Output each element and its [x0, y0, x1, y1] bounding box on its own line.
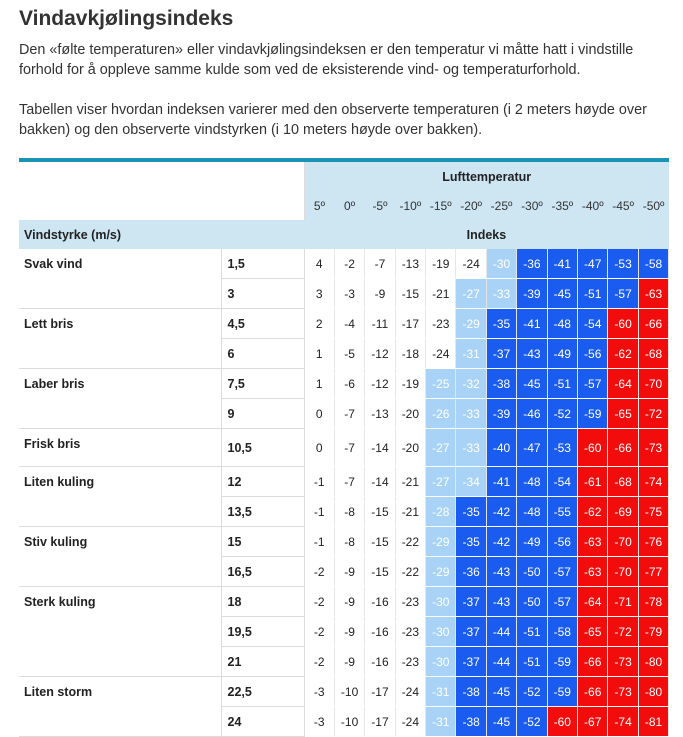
wind-chill-index-cell: -29: [426, 527, 456, 557]
table-row: [19, 249, 669, 279]
wind-chill-index-cell: -13: [365, 399, 395, 429]
wind-chill-index-cell: -80: [638, 677, 669, 707]
wind-speed-value: 24: [221, 707, 304, 737]
wind-chill-index-cell: -72: [638, 399, 669, 429]
wind-chill-index-cell: -43: [486, 587, 516, 617]
wind-chill-index-cell: -60: [547, 707, 577, 737]
wind-chill-index-cell: -60: [608, 309, 638, 339]
wind-chill-index-cell: -50: [517, 587, 547, 617]
wind-category-label: Stiv kuling: [19, 527, 221, 587]
table-row: [19, 309, 669, 339]
wind-chill-index-cell: -40: [486, 429, 516, 467]
wind-chill-index-cell: -46: [517, 399, 547, 429]
wind-chill-index-cell: -76: [638, 527, 669, 557]
temperature-column-header: -5º: [365, 191, 395, 220]
wind-chill-index-cell: -64: [578, 587, 608, 617]
air-temperature-header: Lufttemperatur: [304, 162, 669, 191]
wind-chill-index-cell: -1: [304, 527, 334, 557]
temperature-column-header: -40º: [578, 191, 608, 220]
wind-chill-index-cell: -66: [578, 677, 608, 707]
wind-chill-index-cell: -17: [365, 677, 395, 707]
wind-chill-index-cell: -23: [395, 647, 425, 677]
wind-chill-index-cell: -7: [334, 429, 364, 467]
wind-chill-index-cell: -16: [365, 587, 395, 617]
wind-category-label: Laber bris: [19, 369, 221, 429]
wind-chill-index-cell: -43: [517, 339, 547, 369]
wind-speed-value: 15: [221, 527, 304, 557]
wind-chill-index-cell: -34: [456, 467, 486, 497]
wind-chill-index-cell: -10: [334, 707, 364, 737]
wind-chill-index-cell: -24: [456, 249, 486, 279]
intro-paragraph: Den «følte temperaturen» eller vindavkjølingsindeksen er den temperatur vi måtte hatt i vindstille forhold for å oppleve samme kulde som ved de eksisterende vind- og temperaturforhold.: [19, 42, 634, 78]
wind-chill-index-cell: -50: [517, 557, 547, 587]
wind-chill-index-cell: -19: [395, 369, 425, 399]
wind-chill-index-cell: -23: [395, 587, 425, 617]
wind-chill-index-cell: -30: [426, 617, 456, 647]
wind-chill-index-cell: -70: [608, 527, 638, 557]
wind-chill-index-cell: -23: [426, 309, 456, 339]
wind-chill-index-cell: -17: [395, 309, 425, 339]
wind-chill-index-cell: -59: [578, 399, 608, 429]
wind-chill-index-cell: -33: [456, 399, 486, 429]
wind-chill-index-cell: -38: [456, 707, 486, 737]
wind-chill-index-cell: -71: [608, 587, 638, 617]
wind-chill-index-cell: -45: [486, 707, 516, 737]
wind-category-label: Svak vind: [19, 249, 221, 309]
wind-chill-index-cell: -57: [608, 279, 638, 309]
wind-chill-index-cell: -80: [638, 647, 669, 677]
table-description-paragraph: Tabellen viser hvordan indeksen varierer med den observerte temperaturen (i 2 meters høyde over bakken) og den observerte vindstyrken (i 10 meters høyde over bakken).: [19, 102, 647, 138]
wind-chill-index-cell: -3: [304, 707, 334, 737]
wind-chill-index-cell: -63: [638, 279, 669, 309]
page-title: Vindavkjølingsindeks: [19, 7, 234, 30]
wind-chill-index-cell: -35: [456, 497, 486, 527]
wind-chill-index-cell: -35: [456, 527, 486, 557]
wind-chill-index-cell: -54: [578, 309, 608, 339]
wind-chill-index-cell: -27: [426, 429, 456, 467]
wind-chill-index-cell: -8: [334, 497, 364, 527]
wind-chill-index-cell: -31: [426, 677, 456, 707]
wind-chill-index-cell: -6: [334, 369, 364, 399]
wind-chill-index-cell: -73: [608, 647, 638, 677]
wind-chill-index-cell: -42: [486, 527, 516, 557]
wind-chill-index-cell: -45: [517, 369, 547, 399]
table-row: [19, 369, 669, 399]
wind-chill-index-cell: -27: [426, 467, 456, 497]
wind-chill-table: [19, 162, 669, 737]
wind-chill-index-cell: -33: [486, 279, 516, 309]
wind-chill-index-cell: -51: [517, 617, 547, 647]
wind-chill-index-cell: -8: [334, 527, 364, 557]
wind-chill-index-cell: -60: [578, 429, 608, 467]
wind-chill-index-cell: -75: [638, 497, 669, 527]
wind-chill-index-cell: -2: [304, 617, 334, 647]
wind-chill-index-cell: -28: [426, 497, 456, 527]
wind-chill-index-cell: -73: [638, 429, 669, 467]
wind-chill-index-cell: -7: [334, 399, 364, 429]
wind-chill-index-cell: -77: [638, 557, 669, 587]
wind-chill-index-cell: -18: [395, 339, 425, 369]
wind-chill-index-cell: -3: [334, 279, 364, 309]
wind-speed-value: 6: [221, 339, 304, 369]
wind-chill-index-cell: -41: [547, 249, 577, 279]
wind-chill-index-cell: -9: [334, 617, 364, 647]
wind-chill-index-cell: -52: [517, 677, 547, 707]
wind-chill-index-cell: -38: [486, 369, 516, 399]
wind-chill-index-cell: -70: [608, 557, 638, 587]
wind-chill-index-cell: -2: [304, 557, 334, 587]
wind-chill-index-cell: -1: [304, 467, 334, 497]
wind-chill-index-cell: -15: [365, 557, 395, 587]
wind-chill-index-cell: -24: [395, 707, 425, 737]
wind-chill-index-cell: -30: [486, 249, 516, 279]
temperature-column-header: -45º: [608, 191, 638, 220]
wind-chill-index-cell: -58: [547, 617, 577, 647]
wind-chill-index-cell: -31: [426, 707, 456, 737]
wind-chill-index-cell: -29: [426, 557, 456, 587]
wind-chill-index-cell: -78: [638, 587, 669, 617]
wind-chill-index-cell: -19: [426, 249, 456, 279]
wind-chill-index-cell: -73: [608, 677, 638, 707]
wind-chill-index-cell: -74: [608, 707, 638, 737]
wind-chill-index-cell: -33: [456, 429, 486, 467]
wind-chill-index-cell: -68: [608, 467, 638, 497]
wind-chill-index-cell: -51: [517, 647, 547, 677]
wind-chill-index-cell: -53: [608, 249, 638, 279]
wind-chill-index-cell: -16: [365, 617, 395, 647]
table-row: [19, 677, 669, 707]
wind-chill-index-cell: -63: [578, 527, 608, 557]
wind-chill-index-cell: -64: [608, 369, 638, 399]
wind-chill-index-cell: -47: [517, 429, 547, 467]
wind-chill-index-cell: -3: [304, 677, 334, 707]
wind-chill-index-cell: -62: [578, 497, 608, 527]
wind-chill-index-cell: -37: [486, 339, 516, 369]
wind-chill-index-cell: -72: [608, 617, 638, 647]
wind-speed-value: 16,5: [221, 557, 304, 587]
wind-chill-index-cell: -2: [304, 647, 334, 677]
wind-chill-index-cell: -30: [426, 647, 456, 677]
wind-chill-index-cell: 4: [304, 249, 334, 279]
wind-chill-index-cell: -10: [334, 677, 364, 707]
wind-chill-index-cell: -36: [517, 249, 547, 279]
wind-chill-index-cell: -2: [304, 587, 334, 617]
wind-chill-index-cell: 0: [304, 399, 334, 429]
wind-chill-index-cell: -48: [517, 497, 547, 527]
wind-chill-index-cell: -66: [578, 647, 608, 677]
wind-speed-value: 9: [221, 399, 304, 429]
wind-chill-index-cell: 0: [304, 429, 334, 467]
wind-chill-index-cell: -53: [547, 429, 577, 467]
wind-category-label: Sterk kuling: [19, 587, 221, 677]
wind-chill-index-cell: -41: [486, 467, 516, 497]
wind-chill-index-cell: 3: [304, 279, 334, 309]
table-row: [19, 467, 669, 497]
wind-chill-index-cell: -22: [395, 557, 425, 587]
wind-chill-index-cell: -51: [547, 369, 577, 399]
header-row-index: [19, 220, 669, 249]
wind-chill-index-cell: -54: [547, 467, 577, 497]
wind-speed-value: 12: [221, 467, 304, 497]
wind-chill-index-cell: -44: [486, 647, 516, 677]
wind-chill-index-cell: -21: [426, 279, 456, 309]
wind-chill-index-cell: -32: [456, 369, 486, 399]
wind-chill-index-cell: -37: [456, 617, 486, 647]
temperature-column-header: 0º: [334, 191, 364, 220]
wind-chill-index-cell: -9: [334, 557, 364, 587]
header-empty-corner: [19, 162, 304, 220]
wind-chill-index-cell: -45: [547, 279, 577, 309]
table-row: [19, 429, 669, 467]
wind-chill-index-cell: -9: [365, 279, 395, 309]
wind-speed-value: 10,5: [221, 429, 304, 467]
wind-chill-index-cell: -59: [547, 677, 577, 707]
wind-chill-index-cell: -47: [578, 249, 608, 279]
wind-chill-index-cell: -20: [395, 399, 425, 429]
wind-chill-index-cell: -1: [304, 497, 334, 527]
wind-chill-index-cell: -15: [365, 527, 395, 557]
wind-category-label: Liten kuling: [19, 467, 221, 527]
wind-chill-index-cell: -58: [638, 249, 669, 279]
wind-speed-value: 1,5: [221, 249, 304, 279]
header-row-air-temperature: [19, 162, 669, 191]
wind-chill-index-cell: -43: [486, 557, 516, 587]
wind-chill-index-cell: -9: [334, 587, 364, 617]
wind-chill-index-cell: -56: [578, 339, 608, 369]
wind-chill-index-cell: -57: [578, 369, 608, 399]
wind-chill-index-cell: -21: [395, 467, 425, 497]
wind-chill-index-cell: -20: [395, 429, 425, 467]
temperature-column-header: -20º: [456, 191, 486, 220]
wind-chill-index-cell: -66: [638, 309, 669, 339]
wind-speed-header: Vindstyrke (m/s): [19, 220, 304, 249]
wind-chill-index-cell: -44: [486, 617, 516, 647]
temperature-column-header: 5º: [304, 191, 334, 220]
wind-category-label: Frisk bris: [19, 429, 221, 467]
temperature-column-header: -30º: [517, 191, 547, 220]
wind-chill-index-cell: -52: [517, 707, 547, 737]
wind-chill-index-cell: -70: [638, 369, 669, 399]
wind-chill-index-cell: -24: [395, 677, 425, 707]
wind-chill-index-cell: -81: [638, 707, 669, 737]
wind-speed-value: 7,5: [221, 369, 304, 399]
temperature-column-header: -35º: [547, 191, 577, 220]
wind-chill-index-cell: -15: [365, 497, 395, 527]
wind-chill-index-cell: -14: [365, 467, 395, 497]
wind-chill-index-cell: -57: [547, 557, 577, 587]
temperature-column-header: -15º: [426, 191, 456, 220]
wind-chill-index-cell: -74: [638, 467, 669, 497]
wind-chill-index-cell: -52: [547, 399, 577, 429]
wind-chill-index-cell: -4: [334, 309, 364, 339]
wind-chill-index-cell: -14: [365, 429, 395, 467]
temperature-column-header: -25º: [486, 191, 516, 220]
wind-speed-value: 18: [221, 587, 304, 617]
wind-chill-index-cell: -16: [365, 647, 395, 677]
wind-chill-index-cell: -7: [334, 467, 364, 497]
wind-chill-index-cell: 1: [304, 339, 334, 369]
wind-chill-index-cell: -5: [334, 339, 364, 369]
temperature-column-header: -10º: [395, 191, 425, 220]
table-row: [19, 527, 669, 557]
wind-chill-index-cell: -59: [547, 647, 577, 677]
wind-chill-index-cell: -2: [334, 249, 364, 279]
wind-chill-index-cell: -9: [334, 647, 364, 677]
wind-chill-index-cell: -65: [578, 617, 608, 647]
wind-chill-index-cell: -36: [456, 557, 486, 587]
table-row: [19, 587, 669, 617]
wind-chill-index-cell: -31: [456, 339, 486, 369]
wind-chill-index-cell: -15: [395, 279, 425, 309]
wind-chill-index-cell: -49: [547, 339, 577, 369]
wind-chill-index-cell: -61: [578, 467, 608, 497]
wind-chill-index-cell: -48: [517, 467, 547, 497]
wind-chill-index-cell: -79: [638, 617, 669, 647]
wind-chill-index-cell: -27: [456, 279, 486, 309]
wind-chill-index-cell: -49: [517, 527, 547, 557]
wind-chill-index-cell: -45: [486, 677, 516, 707]
wind-speed-value: 21: [221, 647, 304, 677]
wind-chill-index-cell: -26: [426, 399, 456, 429]
wind-chill-index-cell: -7: [365, 249, 395, 279]
wind-chill-index-cell: -17: [365, 707, 395, 737]
wind-category-label: Liten storm: [19, 677, 221, 737]
wind-speed-value: 4,5: [221, 309, 304, 339]
wind-chill-index-cell: -39: [517, 279, 547, 309]
wind-chill-index-cell: -65: [608, 399, 638, 429]
wind-chill-index-cell: 2: [304, 309, 334, 339]
wind-speed-value: 19,5: [221, 617, 304, 647]
wind-chill-index-cell: -35: [486, 309, 516, 339]
index-header: Indeks: [304, 220, 669, 249]
wind-chill-index-cell: -29: [456, 309, 486, 339]
wind-chill-index-cell: -63: [578, 557, 608, 587]
wind-chill-index-cell: -30: [426, 587, 456, 617]
wind-chill-index-cell: -68: [638, 339, 669, 369]
wind-chill-index-cell: -23: [395, 617, 425, 647]
temperature-column-header: -50º: [638, 191, 669, 220]
wind-chill-index-cell: 1: [304, 369, 334, 399]
wind-category-label: Lett bris: [19, 309, 221, 369]
wind-chill-index-cell: -39: [486, 399, 516, 429]
wind-speed-value: 3: [221, 279, 304, 309]
wind-chill-index-cell: -24: [426, 339, 456, 369]
wind-chill-index-cell: -66: [608, 429, 638, 467]
wind-chill-index-cell: -57: [547, 587, 577, 617]
wind-chill-index-cell: -55: [547, 497, 577, 527]
wind-chill-index-cell: -25: [426, 369, 456, 399]
wind-chill-index-cell: -37: [456, 587, 486, 617]
wind-chill-index-cell: -37: [456, 647, 486, 677]
wind-chill-index-cell: -67: [578, 707, 608, 737]
wind-chill-index-cell: -22: [395, 527, 425, 557]
wind-speed-value: 22,5: [221, 677, 304, 707]
wind-chill-index-cell: -51: [578, 279, 608, 309]
wind-chill-index-cell: -41: [517, 309, 547, 339]
wind-chill-index-cell: -13: [395, 249, 425, 279]
wind-chill-index-cell: -12: [365, 369, 395, 399]
wind-chill-index-cell: -38: [456, 677, 486, 707]
wind-chill-index-cell: -11: [365, 309, 395, 339]
wind-chill-index-cell: -56: [547, 527, 577, 557]
wind-chill-index-cell: -62: [608, 339, 638, 369]
wind-chill-index-cell: -21: [395, 497, 425, 527]
wind-speed-value: 13,5: [221, 497, 304, 527]
wind-chill-index-cell: -69: [608, 497, 638, 527]
wind-chill-index-cell: -42: [486, 497, 516, 527]
wind-chill-index-cell: -48: [547, 309, 577, 339]
wind-chill-index-cell: -12: [365, 339, 395, 369]
